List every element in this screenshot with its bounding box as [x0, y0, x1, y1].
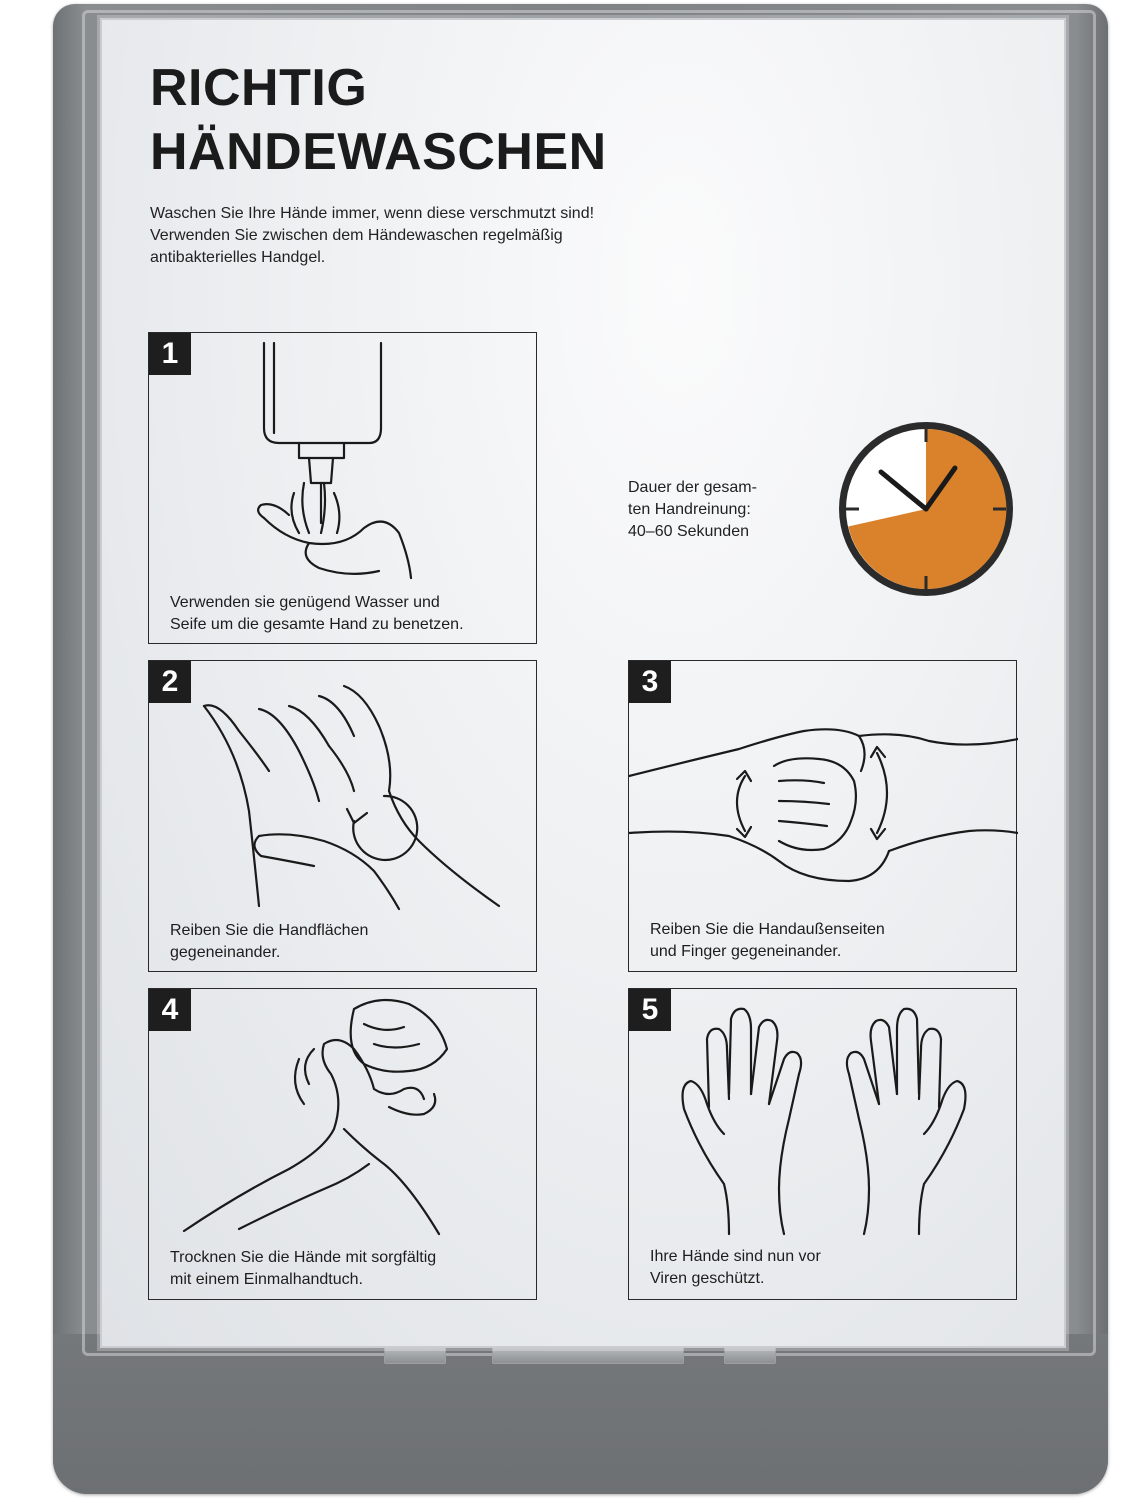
step-number: 1 — [149, 333, 191, 375]
frame-clip-left — [384, 1346, 446, 1364]
caption-line-1: Ihre Hände sind nun vor — [650, 1248, 821, 1265]
caption-line-1: Verwenden sie genügend Wasser und — [170, 594, 440, 611]
caption-line-1: Reiben Sie die Handaußenseiten — [650, 921, 885, 938]
step-number: 4 — [149, 989, 191, 1031]
caption-line-2: Seife um die gesamte Hand zu benetzen. — [170, 616, 464, 633]
step-2-caption — [170, 920, 368, 964]
step-number: 5 — [629, 989, 671, 1031]
duration-line-1: Dauer der gesam- — [628, 479, 757, 496]
duration-text — [628, 477, 757, 543]
step-2-panel — [148, 660, 537, 972]
caption-line-2: gegeneinander. — [170, 944, 281, 961]
title-line-1: RICHTIG — [150, 59, 368, 117]
frame-clip-right — [724, 1346, 776, 1364]
intro-line-2: Verwenden Sie zwischen dem Händewaschen regelmäßig — [150, 227, 563, 244]
step-3-panel — [628, 660, 1017, 972]
step-4-panel — [148, 988, 537, 1300]
step-1-caption — [170, 592, 464, 636]
step-5-panel — [628, 988, 1017, 1300]
caption-line-2: Viren geschützt. — [650, 1270, 765, 1287]
step-3-caption — [650, 919, 885, 963]
step-5-caption — [650, 1246, 821, 1290]
clock-icon — [835, 418, 1017, 600]
intro-line-1: Waschen Sie Ihre Hände immer, wenn diese verschmutzt sind! — [150, 205, 595, 222]
step-4-caption — [170, 1247, 436, 1291]
caption-line-1: Reiben Sie die Handflächen — [170, 922, 369, 939]
duration-line-3: 40–60 Sekunden — [628, 523, 749, 540]
soap-dispenser-hand-icon — [149, 333, 538, 583]
step-number: 2 — [149, 661, 191, 703]
caption-line-2: mit einem Einmalhandtuch. — [170, 1271, 363, 1288]
caption-line-2: und Finger gegeneinander. — [650, 943, 842, 960]
step-number: 3 — [629, 661, 671, 703]
interlocked-hands-icon — [629, 661, 1018, 911]
title-line-2: HÄNDEWASCHEN — [150, 123, 607, 181]
frame-clip-center — [492, 1346, 684, 1364]
page-title — [150, 56, 607, 184]
duration-line-2: ten Handreinung: — [628, 501, 751, 518]
intro-line-3: antibakterielles Handgel. — [150, 249, 326, 266]
open-clean-hands-icon — [629, 989, 1018, 1239]
rubbing-palms-icon — [149, 661, 538, 911]
intro-text — [150, 203, 710, 269]
caption-line-1: Trocknen Sie die Hände mit sorgfältig — [170, 1249, 437, 1266]
drying-hands-towel-icon — [149, 989, 538, 1239]
step-1-panel — [148, 332, 537, 644]
